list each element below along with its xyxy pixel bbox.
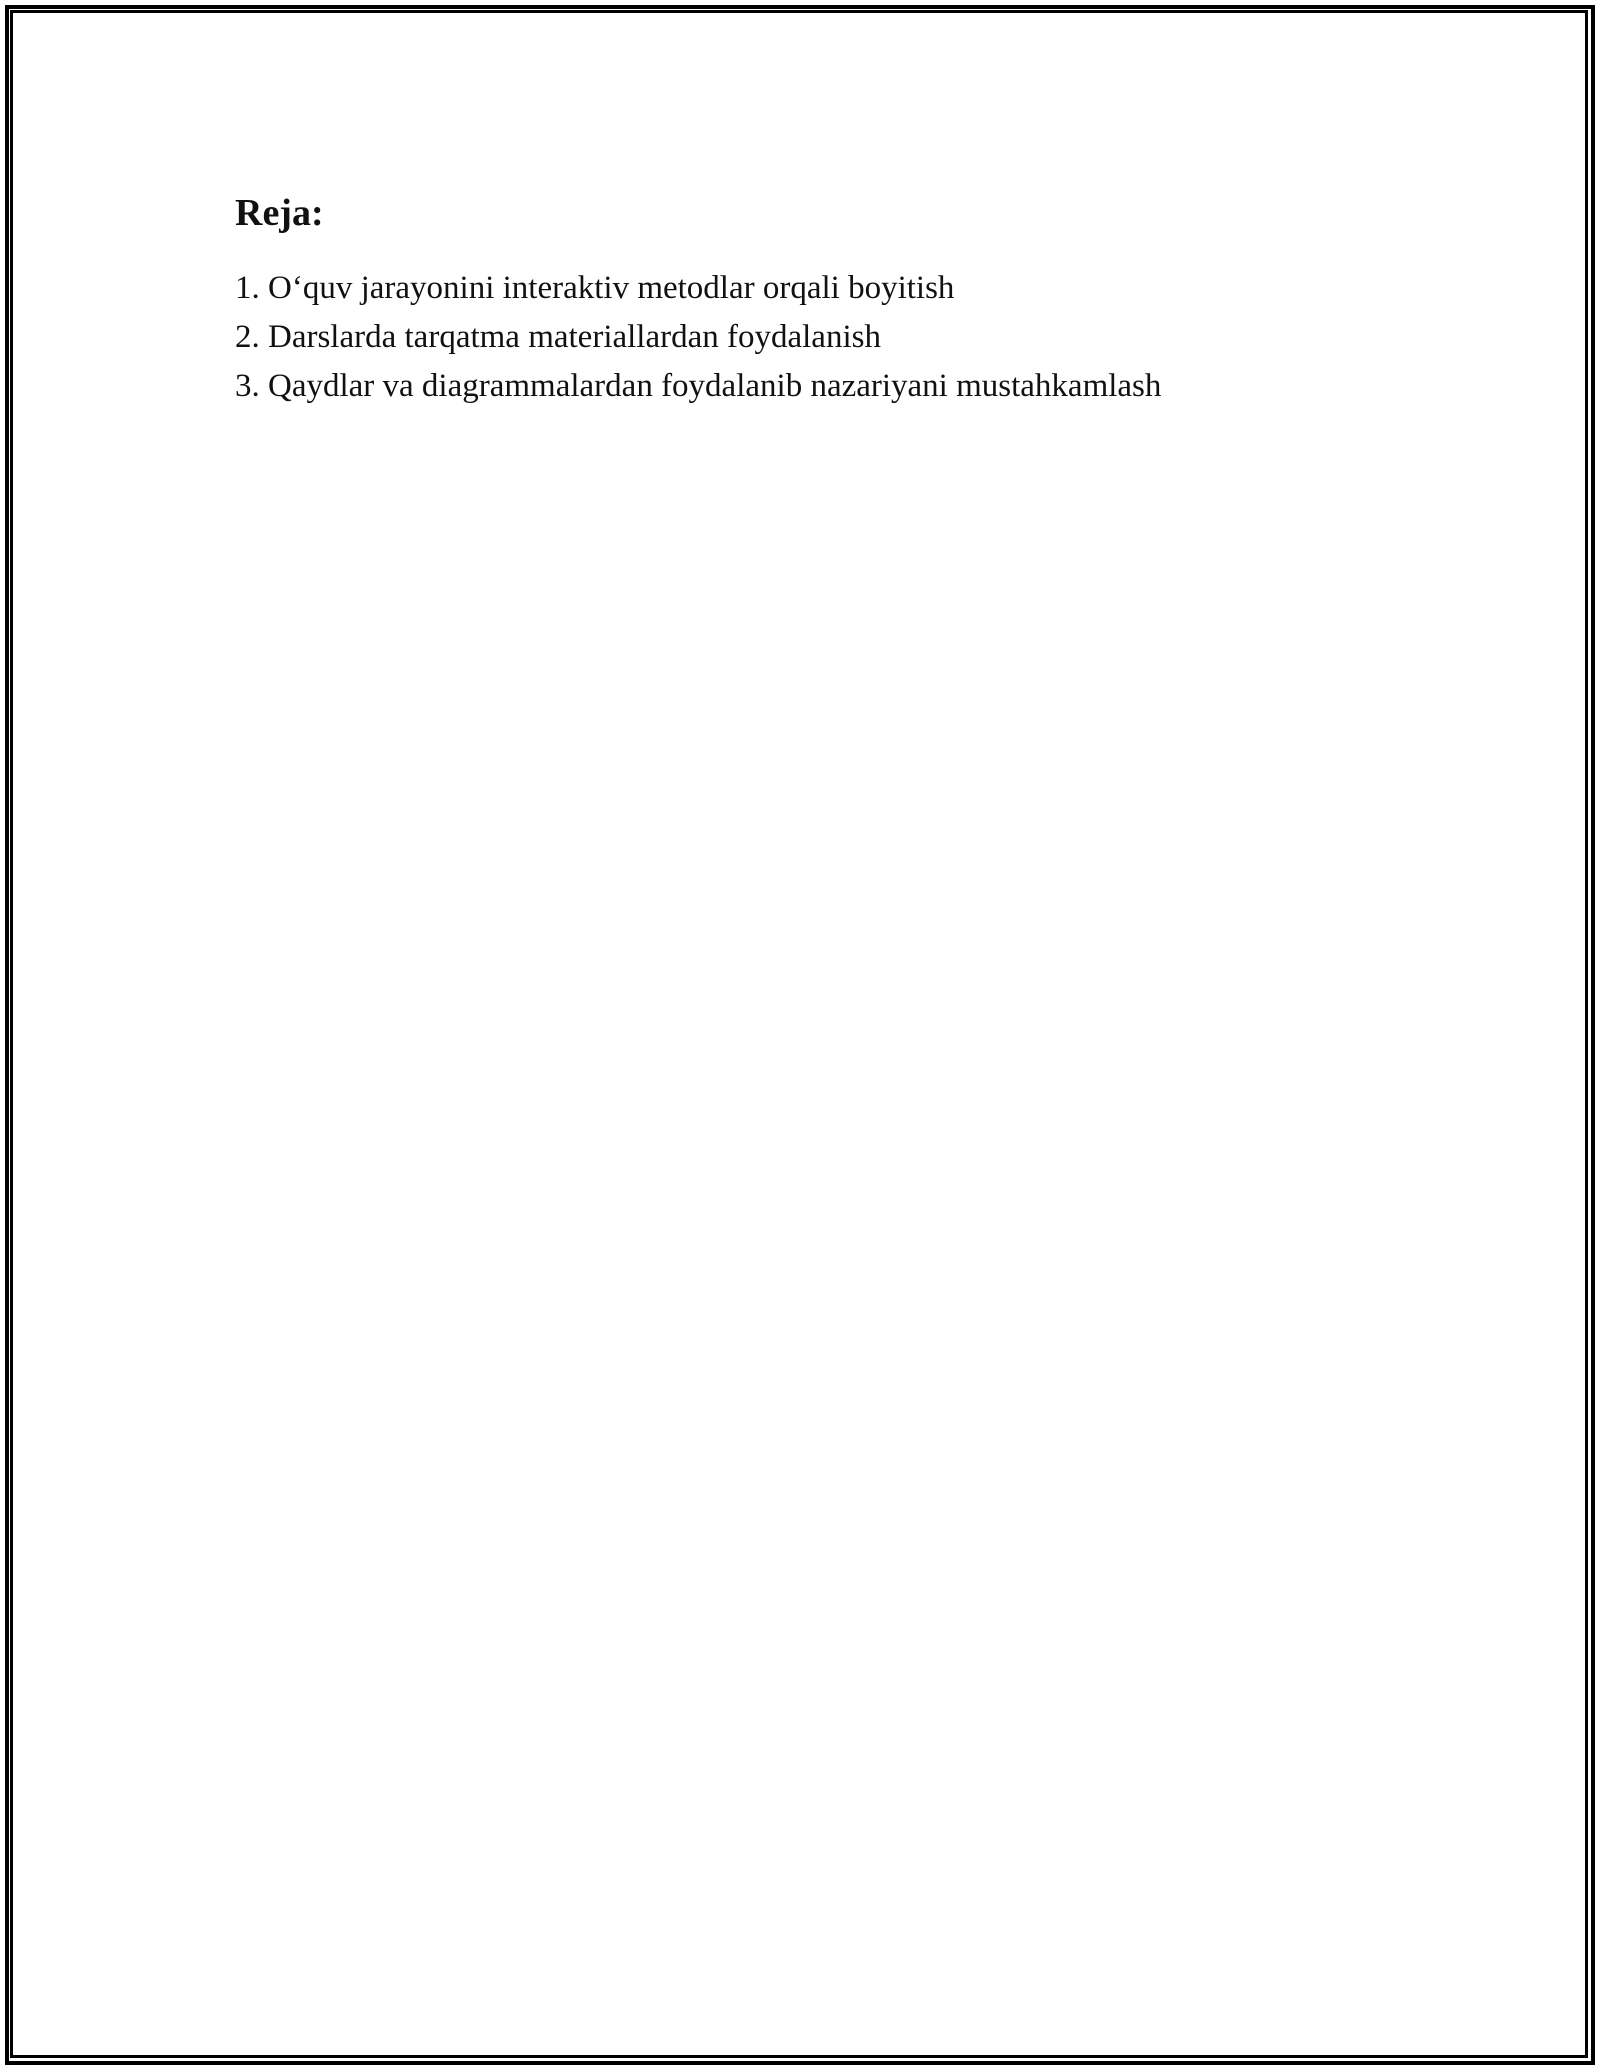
plan-item: 2. Darslarda tarqatma materiallardan foydalanish — [235, 319, 881, 355]
plan-item: 3. Qaydlar va diagrammalardan foydalanib nazariyani mustahkamlash — [235, 368, 1162, 404]
plan-item: 1. O‘quv jarayonini interaktiv metodlar orqali boyitish — [235, 270, 955, 306]
page-content — [235, 188, 1335, 411]
plan-list — [235, 264, 1335, 411]
plan-heading: Reja: — [235, 192, 324, 234]
